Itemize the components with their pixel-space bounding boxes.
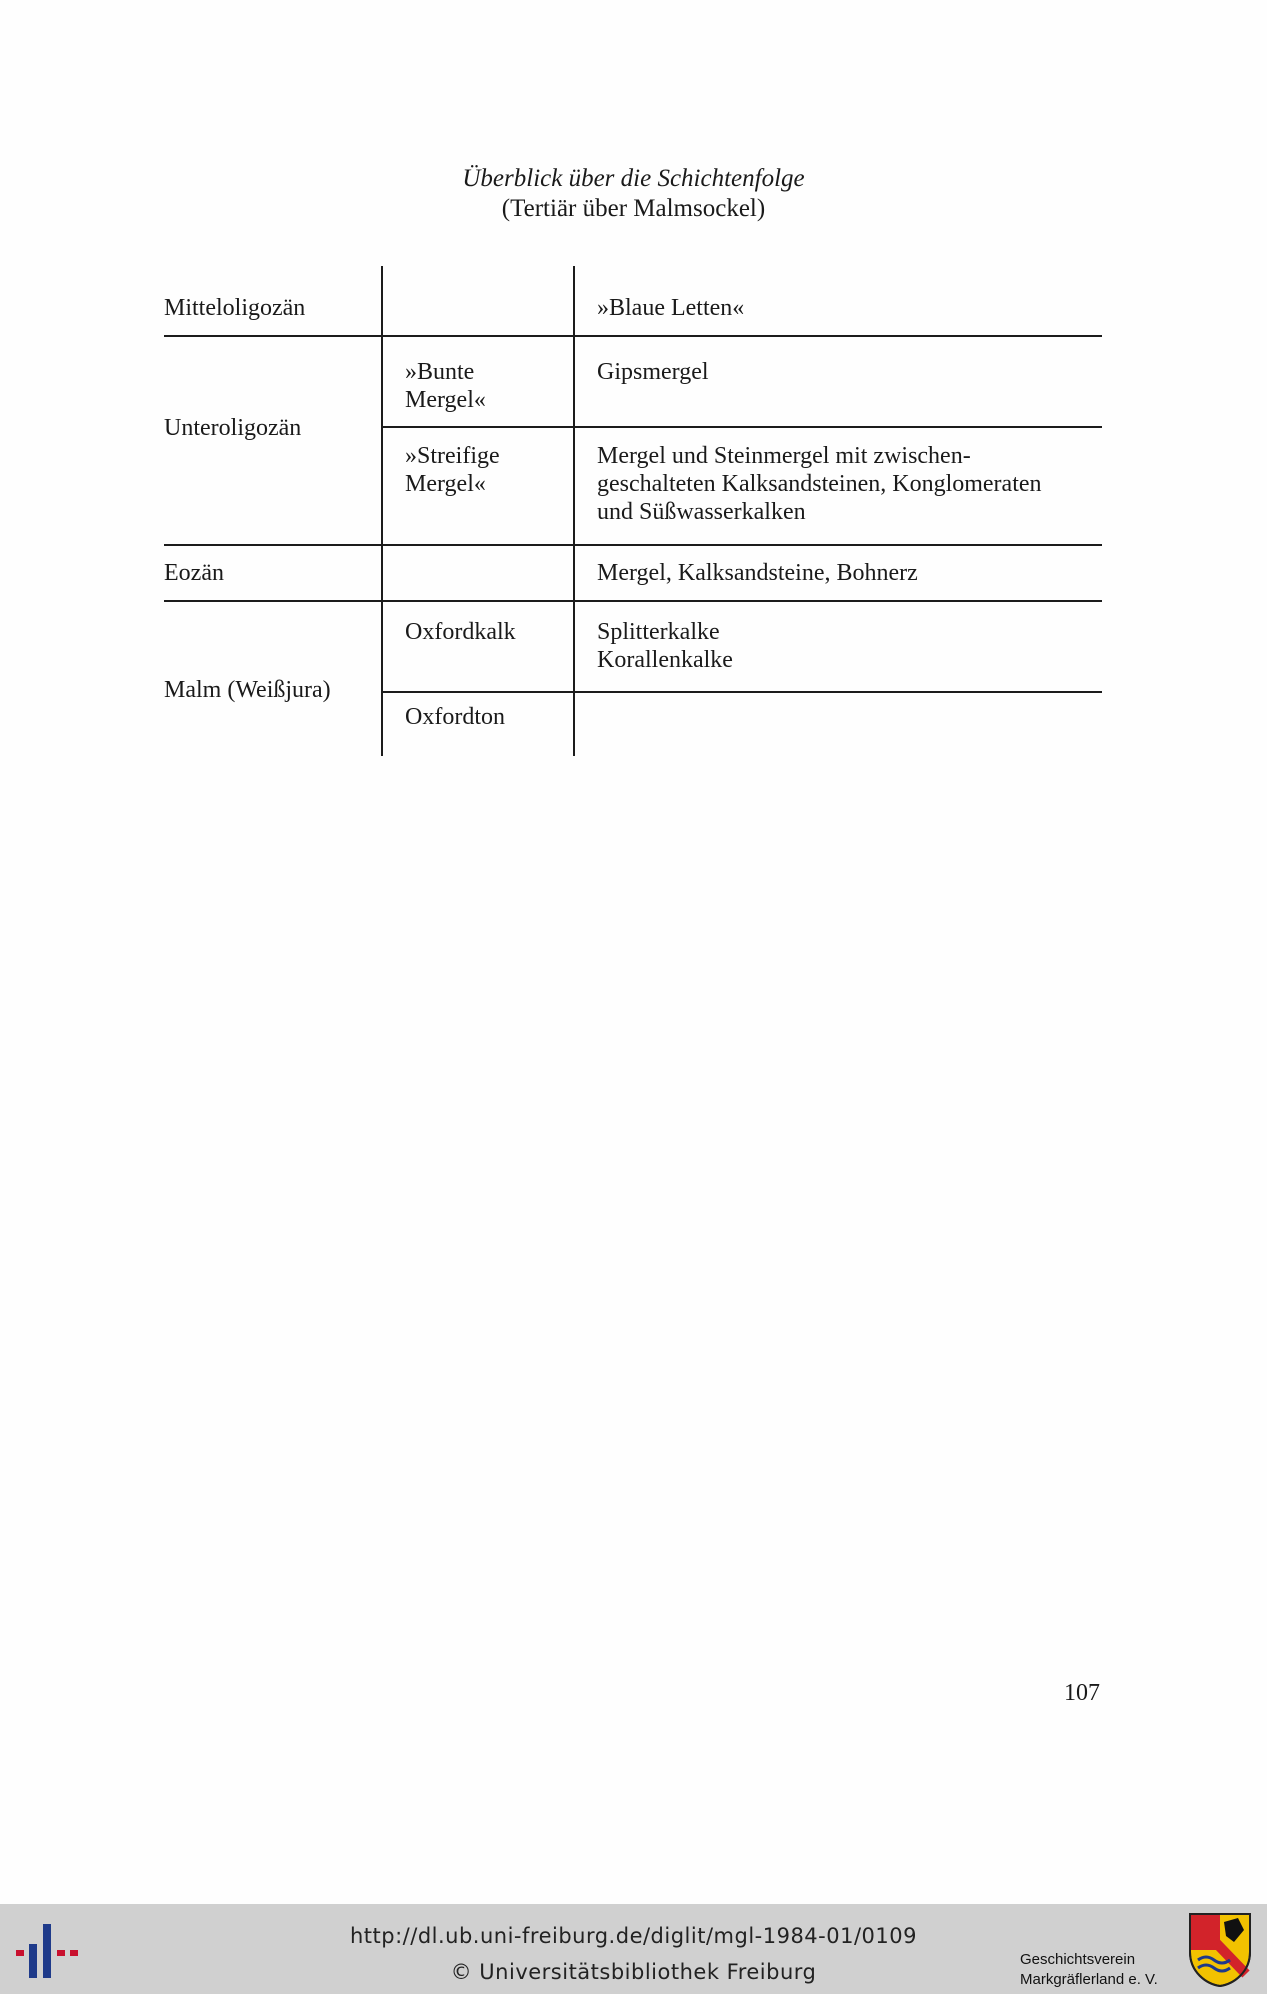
society-name [1020, 1950, 1158, 1990]
table-row-divider [382, 691, 1102, 693]
epoch-cell: Malm (Weißjura) [164, 677, 331, 703]
table-row-divider [382, 426, 1102, 428]
lithology-cell-line: Splitterkalke [597, 619, 720, 645]
lithology-cell-line: und Süßwasserkalken [597, 499, 806, 525]
table-row-divider [164, 335, 1102, 337]
lithology-cell-line: Mergel und Steinmergel mit zwischen- [597, 443, 971, 469]
epoch-cell: Unteroligozän [164, 415, 302, 441]
table-row-divider [164, 544, 1102, 546]
society-name-line: Geschichtsverein [1020, 1951, 1136, 1968]
table-column-divider [573, 266, 575, 756]
unit-cell-line: »Streifige [405, 443, 500, 469]
unit-cell-line: Mergel« [405, 387, 486, 413]
lithology-cell-line: Korallenkalke [597, 647, 733, 673]
table-row-divider [164, 600, 1102, 602]
page-number: 107 [1064, 1680, 1100, 1706]
document-url-link[interactable]: http://dl.ub.uni-freiburg.de/diglit/mgl-1984-01/0109 [349, 1924, 917, 1948]
epoch-cell: Eozän [164, 560, 224, 586]
unit-cell-line: Mergel« [405, 471, 486, 497]
lithology-cell-line: geschalteten Kalksandsteinen, Konglomeraten [597, 471, 1042, 497]
unit-cell: Oxfordkalk [405, 619, 516, 645]
page-subtitle: (Tertiär über Malmsockel) [501, 195, 766, 222]
unit-cell-line: »Bunte [405, 359, 475, 385]
coat-of-arms-icon [1188, 1912, 1252, 1988]
society-name-line: Markgräflerland e. V. [1020, 1971, 1158, 1988]
epoch-cell: Mitteloligozän [164, 295, 306, 321]
page-title: Überblick über die Schichtenfolge [462, 165, 805, 192]
lithology-cell: Gipsmergel [597, 359, 709, 385]
lithology-cell: Mergel, Kalksandsteine, Bohnerz [597, 560, 918, 586]
footer-bar [0, 1904, 1267, 1994]
lithology-cell: »Blaue Letten« [597, 295, 745, 321]
table-column-divider [381, 266, 383, 756]
copyright-text: © Universitätsbibliothek Freiburg [450, 1960, 817, 1984]
unit-cell: Oxfordton [405, 704, 505, 730]
